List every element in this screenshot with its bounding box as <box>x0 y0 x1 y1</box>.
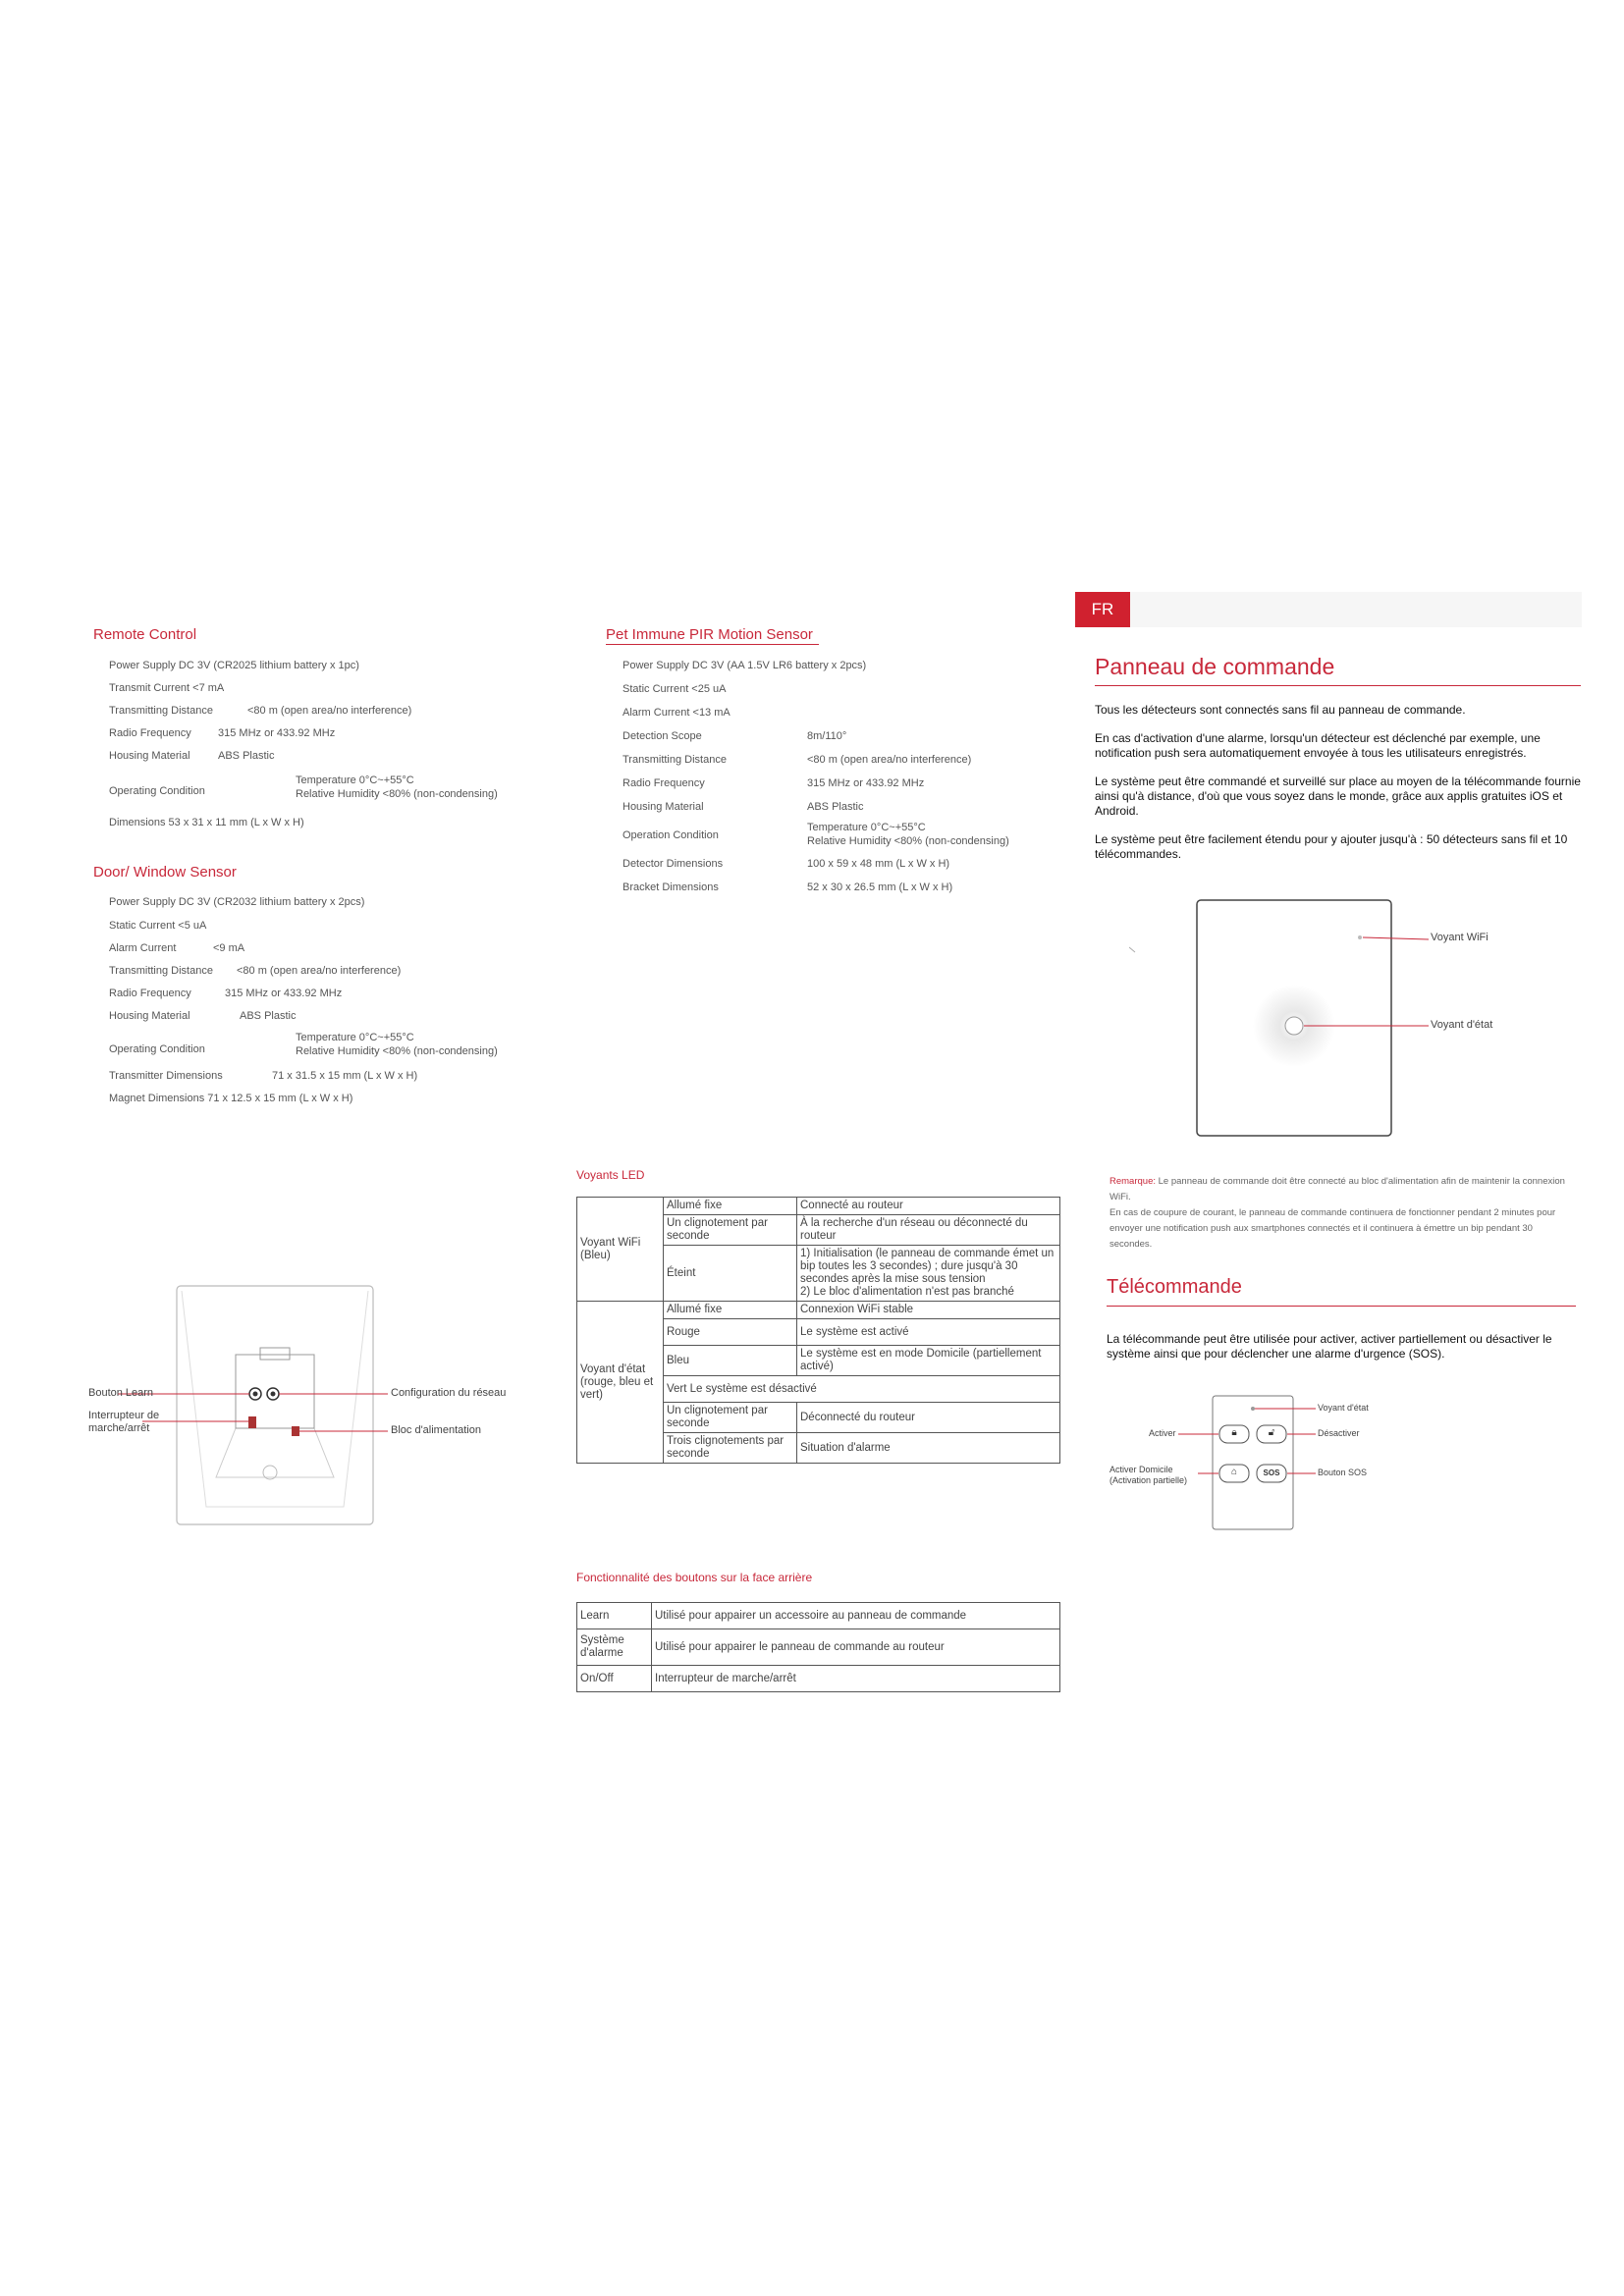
spec-value: 315 MHz or 433.92 MHz <box>218 727 336 739</box>
buttons-table-title: Fonctionnalité des boutons sur la face arrière <box>576 1571 813 1584</box>
table-cell: Voyant d'état (rouge, bleu et vert) <box>577 1302 664 1464</box>
home-icon: ⌂ <box>1230 1467 1238 1477</box>
table-row <box>577 1603 1060 1629</box>
table-row <box>577 1302 1060 1319</box>
spec-key: Transmitting Distance <box>109 705 213 717</box>
lock-icon: 🔒︎ <box>1231 1427 1237 1438</box>
paragraph: Le système peut être commandé et surveillé sur place au moyen de la télécommande fournie ainsi qu'à distance, d'où que vous soyez dans le monde, grâce aux applis gratuites iOS et Android. <box>1095 774 1581 818</box>
pir-title: Pet Immune PIR Motion Sensor <box>606 626 813 643</box>
back-panel-illustration <box>88 1281 550 1536</box>
spec-value: Temperature 0°C~+55°C <box>296 774 414 786</box>
spec-value: Relative Humidity <80% (non-condensing) <box>807 835 1009 847</box>
spec-value: Relative Humidity <80% (non-condensing) <box>296 788 498 800</box>
spec-value: <9 mA <box>213 942 245 954</box>
table-cell: Le système est en mode Domicile (partiellement activé) <box>797 1346 1060 1376</box>
table-cell: Learn <box>577 1603 652 1629</box>
table-row <box>577 1666 1060 1692</box>
panel-description <box>1095 703 1581 876</box>
home-mode-label: Activer Domicile (Activation partielle) <box>1110 1465 1188 1485</box>
sos-button-label: Bouton SOS <box>1318 1468 1368 1477</box>
control-panel-figure <box>1129 898 1532 1139</box>
spec-value: 8m/110° <box>807 730 847 742</box>
remote-title: Télécommande <box>1107 1276 1242 1298</box>
table-cell: Utilisé pour appairer le panneau de commande au routeur <box>652 1629 1060 1666</box>
power-switch-label: Interrupteur de marche/arrêt <box>88 1410 160 1434</box>
table-cell: Voyant WiFi (Bleu) <box>577 1198 664 1302</box>
spec-line: Magnet Dimensions 71 x 12.5 x 15 mm (L x W x H) <box>109 1093 353 1104</box>
spec-key: Detection Scope <box>623 730 702 742</box>
table-cell: Situation d'alarme <box>797 1433 1060 1464</box>
unlock-icon: 🔓︎ <box>1268 1427 1275 1438</box>
spec-key: Alarm Current <box>109 942 177 954</box>
table-cell: Bleu <box>664 1346 797 1376</box>
panel-title-rule <box>1095 685 1581 686</box>
spec-line: Static Current <5 uA <box>109 920 207 932</box>
spec-value: <80 m (open area/no interference) <box>237 965 402 977</box>
network-config-label: Configuration du réseau <box>391 1387 507 1399</box>
spec-value: 52 x 30 x 26.5 mm (L x W x H) <box>807 881 953 893</box>
remote-figure <box>1110 1394 1522 1531</box>
power-block-label: Bloc d'alimentation <box>391 1424 481 1436</box>
sos-key-label: SOS <box>1263 1468 1280 1477</box>
remote-illustration <box>1110 1394 1522 1531</box>
learn-button-label: Bouton Learn <box>88 1387 154 1399</box>
spec-value: <80 m (open area/no interference) <box>807 754 972 766</box>
spec-key: Bracket Dimensions <box>623 881 719 893</box>
spec-value: ABS Plastic <box>807 801 864 813</box>
remote-title-rule <box>1107 1306 1576 1307</box>
fr-badge: FR <box>1075 592 1130 627</box>
spec-value: 71 x 31.5 x 15 mm (L x W x H) <box>272 1070 418 1082</box>
table-cell: Système d'alarme <box>577 1629 652 1666</box>
remote-control-title: Remote Control <box>93 626 197 643</box>
table-cell: Allumé fixe <box>664 1302 797 1319</box>
table-cell: Connecté au routeur <box>797 1198 1060 1215</box>
disarm-label: Désactiver <box>1318 1428 1360 1438</box>
pir-title-rule <box>606 644 819 645</box>
spec-value: Temperature 0°C~+55°C <box>807 822 926 833</box>
spec-key: Operation Condition <box>623 829 719 841</box>
back-panel-diagram <box>88 1281 550 1536</box>
panel-title: Panneau de commande <box>1095 654 1335 679</box>
remote-description: La télécommande peut être utilisée pour activer, activer partiellement ou désactiver le système ainsi que pour déclencher une alarme d'urgence (SOS). <box>1107 1332 1552 1361</box>
note-label: Remarque: <box>1110 1176 1156 1187</box>
table-cell: Déconnecté du routeur <box>797 1403 1060 1433</box>
spec-value: 100 x 59 x 48 mm (L x W x H) <box>807 858 950 870</box>
spec-key: Transmitting Distance <box>109 965 213 977</box>
spec-line: Power Supply DC 3V (CR2025 lithium battery x 1pc) <box>109 660 359 671</box>
spec-line: Static Current <25 uA <box>623 683 727 695</box>
spec-value: Temperature 0°C~+55°C <box>296 1032 414 1043</box>
table-cell: Le système est activé <box>797 1319 1060 1346</box>
note-text: En cas de coupure de courant, le panneau de commande continuera de fonctionner pendant 2 minutes pour envoyer une notification push aux smartphones connectés et il continuera à émettre un bip pendant 30 secondes. <box>1110 1207 1556 1250</box>
status-led-label: Voyant d'état <box>1431 1019 1493 1031</box>
spec-value: ABS Plastic <box>218 750 275 762</box>
spec-key: Operating Condition <box>109 785 205 797</box>
paragraph: Le système peut être facilement étendu pour y ajouter jusqu'à : 50 détecteurs sans fil et 10 télécommandes. <box>1095 832 1568 861</box>
led-table <box>576 1197 1060 1464</box>
wifi-led-label: Voyant WiFi <box>1431 932 1489 943</box>
spec-value: ABS Plastic <box>240 1010 297 1022</box>
spec-line: Power Supply DC 3V (CR2032 lithium battery x 2pcs) <box>109 896 365 908</box>
table-cell: 1) Initialisation (le panneau de commande émet un bip toutes les 3 secondes) ; dure jusqu'à 30 secondes après la mise sous tension 2) Le bloc d'alimentation n'est pas branché <box>797 1246 1060 1302</box>
spec-value: 315 MHz or 433.92 MHz <box>225 988 343 999</box>
table-row <box>577 1198 1060 1215</box>
spec-line: Dimensions 53 x 31 x 11 mm (L x W x H) <box>109 817 304 828</box>
table-cell: Rouge <box>664 1319 797 1346</box>
door-window-title: Door/ Window Sensor <box>93 864 237 881</box>
paragraph: Tous les détecteurs sont connectés sans fil au panneau de commande. <box>1095 703 1466 717</box>
door-window-specs <box>109 896 561 1112</box>
table-cell: Vert Le système est désactivé <box>664 1376 1060 1403</box>
spec-line: Transmit Current <7 mA <box>109 682 225 694</box>
spec-value: 315 MHz or 433.92 MHz <box>807 777 925 789</box>
table-cell: Un clignotement par seconde <box>664 1215 797 1246</box>
spec-key: Radio Frequency <box>109 727 191 739</box>
spec-key: Transmitting Distance <box>623 754 727 766</box>
spec-key: Operating Condition <box>109 1043 205 1055</box>
spec-key: Transmitter Dimensions <box>109 1070 223 1082</box>
power-note <box>1110 1174 1566 1253</box>
spec-key: Radio Frequency <box>623 777 705 789</box>
table-cell: Allumé fixe <box>664 1198 797 1215</box>
buttons-table <box>576 1602 1060 1692</box>
spec-key: Housing Material <box>623 801 704 813</box>
note-text: Le panneau de commande doit être connecté au bloc d'alimentation afin de maintenir la connexion WiFi. <box>1110 1176 1565 1202</box>
table-cell: On/Off <box>577 1666 652 1692</box>
remote-control-specs <box>109 660 561 836</box>
table-cell: Interrupteur de marche/arrêt <box>652 1666 1060 1692</box>
table-cell: Un clignotement par seconde <box>664 1403 797 1433</box>
table-cell: Éteint <box>664 1246 797 1302</box>
spec-line: Alarm Current <13 mA <box>623 707 731 719</box>
spec-key: Housing Material <box>109 1010 190 1022</box>
led-table-title: Voyants LED <box>576 1168 645 1182</box>
table-cell: Utilisé pour appairer un accessoire au panneau de commande <box>652 1603 1060 1629</box>
remote-status-label: Voyant d'état <box>1318 1403 1369 1413</box>
spec-line: Power Supply DC 3V (AA 1.5V LR6 battery x 2pcs) <box>623 660 867 671</box>
spec-key: Radio Frequency <box>109 988 191 999</box>
spec-value: <80 m (open area/no interference) <box>247 705 412 717</box>
fr-header-band <box>1130 592 1582 627</box>
table-row <box>577 1629 1060 1666</box>
arm-label: Activer <box>1149 1428 1176 1438</box>
pir-specs <box>623 660 1074 895</box>
paragraph: En cas d'activation d'une alarme, lorsqu'un détecteur est déclenché par exemple, une notification push sera automatiquement envoyée à tous les utilisateurs enregistrés. <box>1095 731 1541 760</box>
spec-value: Relative Humidity <80% (non-condensing) <box>296 1045 498 1057</box>
table-cell: Connexion WiFi stable <box>797 1302 1060 1319</box>
table-cell: Trois clignotements par seconde <box>664 1433 797 1464</box>
spec-key: Housing Material <box>109 750 190 762</box>
spec-key: Detector Dimensions <box>623 858 724 870</box>
table-cell: À la recherche d'un réseau ou déconnecté du routeur <box>797 1215 1060 1246</box>
